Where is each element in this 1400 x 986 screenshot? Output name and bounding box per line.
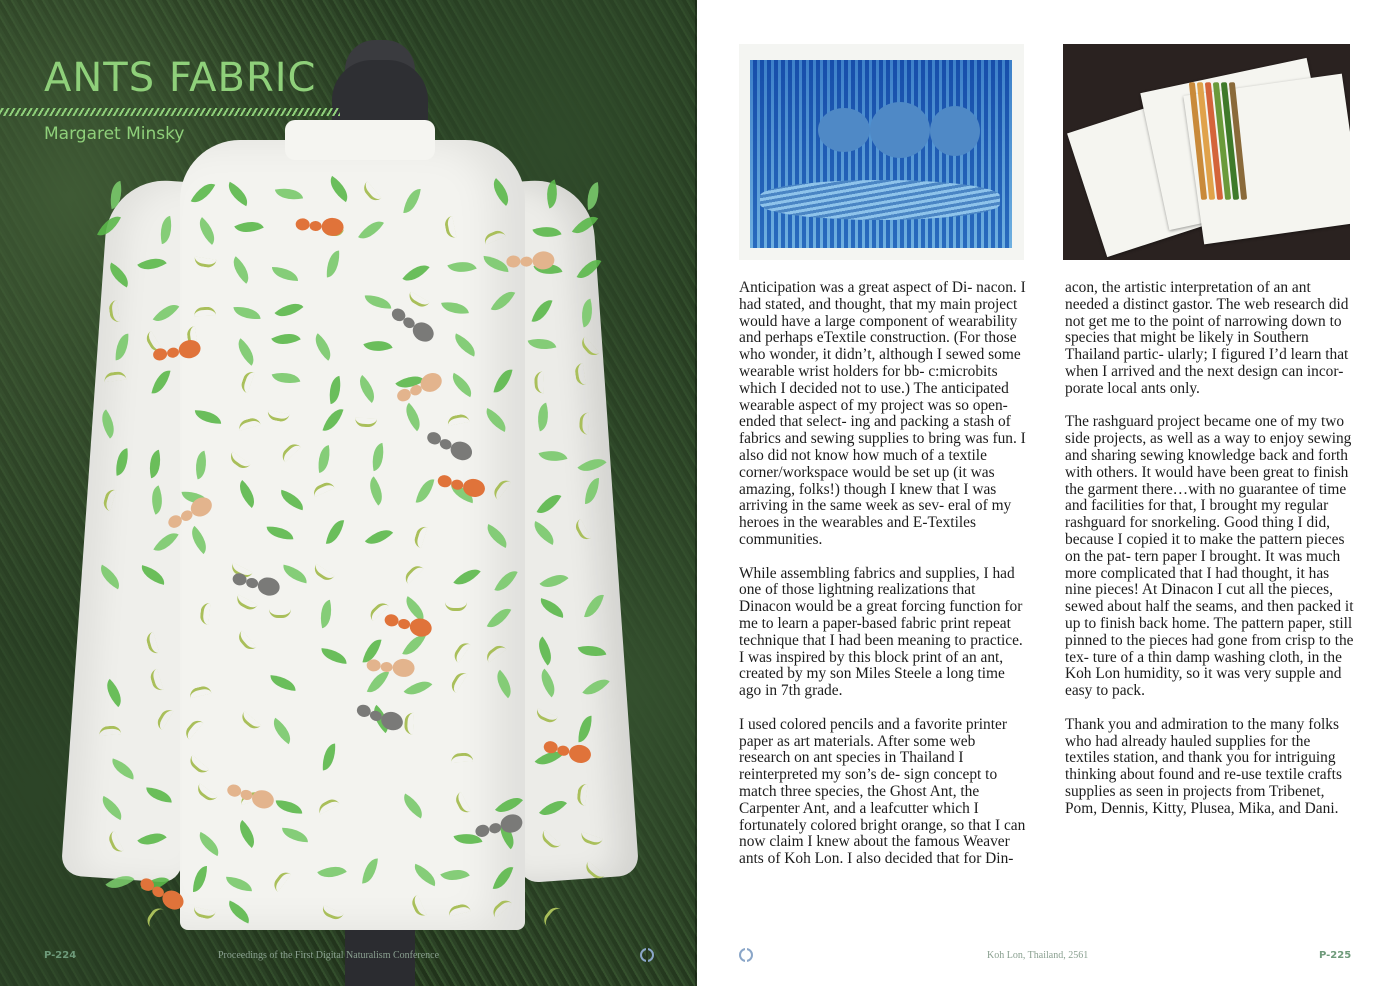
leaf-motif (323, 406, 344, 435)
leaf-motif (153, 299, 180, 328)
leaf-motif (138, 826, 167, 852)
leaf-motif (363, 476, 390, 505)
leaf-motif (104, 263, 134, 288)
leaf-motif (223, 182, 253, 207)
leaf-motif (410, 864, 439, 886)
stroke-motif (360, 181, 381, 204)
body-paragraph: The rashguard project became one of my two side projects, as well as a way to enjoy sewing and sharing sewing knowledge back and forth with others. It would have been great to finish the garment there…with no guarantee of time and facilities for that, I brought my regular rashguard for snorkeling. Good thing I did, because I copied it to make the pattern pieces on the pat- tern paper I brought. It was much more complicated that I had thought, it has nine pieces! At Dinacon I cut all the pieces, sewed about half the seams, and then packed it up to finish back home. The pattern paper, still pinned to the pieces had gone from crisp to the tex- ture of a thin damp washing cloth, in the Koh Lon humidity, so it was very supple and easy to pack. (1065, 413, 1354, 700)
leaf-motif (353, 375, 382, 403)
leaf-motif (537, 490, 562, 520)
leaf-motif (358, 215, 384, 244)
leaf-motif (585, 478, 599, 504)
stroke-motif (279, 441, 301, 463)
stroke-motif (578, 336, 599, 359)
blue-block-print (750, 60, 1012, 248)
leaf-motif (106, 868, 135, 895)
stroke-motif (193, 306, 215, 316)
leaf-motif (272, 368, 301, 388)
body-paragraph: acon, the artistic interpretation of an ant needed a distinct gastor. The web research did not get me to the point of narrowing down to species that might be likely in Southern Thailand partic- ularly; I figured I’d learn that when I arrived and the next design can incor- porate local ants only. (1065, 279, 1349, 397)
stroke-motif (270, 869, 290, 892)
stroke-motif (577, 783, 588, 806)
leaf-motif (534, 669, 562, 698)
text-column-right (1065, 280, 1355, 834)
stroke-motif (227, 451, 250, 471)
leaf-motif (367, 668, 389, 697)
leaf-motif (448, 255, 477, 278)
stroke-motif (579, 413, 589, 435)
leaf-motif (493, 367, 512, 395)
leaf-motif (403, 187, 420, 215)
leaf-motif (275, 799, 301, 814)
print-ant-head (818, 108, 870, 152)
stroke-motif (484, 642, 507, 662)
leaf-motif (226, 876, 252, 890)
stroke-motif (446, 413, 469, 426)
print-ant-thorax (870, 102, 930, 158)
stroke-motif (193, 906, 216, 920)
stroke-motif (239, 370, 255, 394)
stroke-motif (409, 895, 426, 919)
leaf-motif (282, 828, 308, 842)
stroke-motif (447, 902, 471, 916)
leaf-motif (275, 184, 303, 203)
leaf-motif (368, 443, 387, 471)
stroke-motif (182, 718, 203, 741)
leaf-motif (577, 254, 602, 284)
leaf-motif (106, 181, 125, 209)
leaf-motif (195, 410, 221, 424)
leaf-motif (583, 673, 610, 702)
leaf-motif (227, 256, 256, 284)
leaf-motif (538, 446, 567, 467)
body-paragraph: I used colored pencils and a favorite printer paper as art materials. After some web research on ant species in Thailand I reinterpreted my son’s de- sign concept to match three species, the Ghost Ant, the Carpenter Ant, and a leafcutter which I fortunately colored bright orange, so that I can now claim I knew about the famous Weaver ants of Koh Lon. I also decided that for Din- (739, 715, 1026, 868)
stroke-motif (483, 228, 507, 245)
leaf-motif (137, 251, 166, 276)
leaf-motif (109, 759, 138, 780)
leaf-motif (317, 599, 336, 627)
print-leaf-plank (760, 180, 1000, 220)
leaf-motif (97, 211, 121, 241)
body-paragraph: While assembling fabrics and supplies, I had one of those lightning realizations that Dinacon would be a great forcing function for me to learn a paper-based fabric print repeat technique that I had been meaning to practice. I was inspired by this block print of an ant, created by my son Miles Steele a long time ago in 7th grade. (739, 564, 1023, 700)
stroke-motif (154, 706, 173, 729)
leaf-motif (191, 178, 216, 208)
stroke-motif (572, 519, 591, 543)
stroke-motif (406, 291, 430, 310)
leaf-motif (95, 564, 125, 589)
body-paragraph: Anticipation was a great aspect of Di- nacon. I had stated, and thought, that my main project would have a large component of wearability and perhaps eTextile construction. (For those who wonder, it didn’t, although I sewed some wearable wrist holders for bb- c:microbits which I decided not to use.) The anticipated wearable aspect of my project was so open-ended that select- ing and packing a stash of fabrics and sewing supplies to bring was fun. I also did not know how much of a textile corner/workspace would be set up (it was amazing, folks!) though I knew that I was arriving in the same week as sev- eral of my heroes in the wearables and E-Textiles communities. (739, 279, 1026, 548)
stroke-motif (99, 725, 122, 736)
leaf-motif (363, 858, 379, 885)
body-paragraph: Thank you and admiration to the many folks who had already hauled supplies for the textiles station, and thank you for intriguing thinking about found and re-use textile crafts supplies as seen in projects from Tribenet, Pom, Dennis, Kitty, Plusea, Mika, and Dani. (1065, 715, 1342, 817)
leaf-motif (440, 863, 470, 887)
leaf-motif (541, 179, 562, 208)
stroke-motif (311, 480, 335, 497)
leaf-motif (234, 215, 264, 239)
stroke-motif (539, 830, 561, 851)
stroke-motif (355, 417, 377, 427)
leaf-motif (578, 641, 607, 661)
leaf-motif (495, 566, 518, 595)
leaf-motif (309, 333, 338, 361)
stroke-motif (535, 372, 545, 394)
leaf-motif (539, 567, 568, 594)
leaf-motif (277, 490, 306, 511)
leaf-motif (272, 267, 298, 281)
stroke-motif (199, 602, 210, 625)
footer-location: Koh Lon, Thailand, 2561 (987, 950, 1089, 961)
leaf-motif (572, 211, 598, 240)
leaf-motif (577, 452, 606, 479)
ant-fabric-pattern (85, 120, 615, 940)
ant-print-shirt-photo (85, 120, 615, 940)
leaf-motif (482, 408, 512, 432)
leaf-motif (280, 565, 308, 584)
leaf-motif (324, 176, 353, 202)
leaf-motif (416, 477, 435, 505)
leaf-motif (232, 820, 261, 848)
leaf-motif (533, 402, 554, 431)
page-number-left: P-224 (44, 950, 77, 961)
leaf-motif (269, 675, 296, 691)
stroke-motif (451, 640, 471, 663)
stroke-motif (451, 753, 473, 763)
left-page (0, 0, 697, 986)
leaf-motif (365, 523, 393, 551)
stroke-motif (579, 832, 603, 848)
leaf-motif (321, 744, 337, 771)
leaf-motif (95, 409, 122, 438)
page-number-right: P-225 (1319, 950, 1352, 961)
leaf-motif (441, 300, 469, 317)
leaf-motif (364, 294, 390, 309)
stroke-motif (534, 708, 558, 725)
print-ant-gaster (930, 106, 980, 156)
stroke-motif (541, 904, 562, 927)
stroke-motif (188, 685, 211, 699)
stroke-motif (149, 669, 164, 693)
author-name: Margaret Minsky (44, 124, 185, 144)
leaf-motif (403, 674, 432, 702)
leaf-motif (578, 715, 593, 741)
right-page (697, 0, 1400, 986)
stroke-motif (316, 797, 340, 815)
stroke-motif (194, 256, 217, 268)
leaf-motif (100, 678, 128, 706)
leaf-motif (194, 832, 224, 856)
stroke-motif (320, 905, 344, 922)
title-rule (0, 108, 340, 116)
stroke-motif (453, 791, 471, 815)
leaf-motif (231, 338, 260, 365)
stroke-motif (235, 631, 256, 654)
block-print-ant-image (739, 44, 1024, 260)
stroke-motif (491, 477, 511, 500)
leaf-motif (233, 480, 262, 508)
stroke-motif (144, 905, 164, 928)
leaf-motif (538, 598, 567, 618)
stroke-motif (574, 363, 586, 386)
leaf-motif (490, 670, 518, 698)
leaf-motif (399, 402, 427, 430)
leaf-motif (320, 648, 347, 664)
leaf-motif (447, 372, 477, 397)
stroke-motif (104, 371, 127, 383)
stroke-motif (238, 711, 261, 732)
leaf-motif (274, 296, 303, 323)
stroke-motif (445, 602, 467, 611)
leaf-motif (529, 521, 559, 545)
leaf-motif (584, 592, 604, 621)
leaf-motif (114, 449, 131, 477)
leaf-motif (234, 305, 261, 321)
stroke-motif (413, 525, 428, 549)
stroke-motif (583, 861, 606, 882)
leaf-motif (146, 787, 173, 802)
leaf-motif (191, 451, 211, 480)
stroke-motif (402, 563, 424, 585)
conference-logo-icon (739, 948, 753, 962)
leaf-motif (145, 485, 168, 514)
leaf-motif (193, 217, 222, 245)
leaf-motif (157, 215, 176, 243)
leaf-motif (151, 367, 170, 395)
left-footer (0, 948, 697, 968)
leaf-motif (154, 527, 179, 556)
leaf-motif (531, 297, 552, 326)
stroke-motif (267, 410, 290, 423)
stroke-motif (444, 216, 457, 239)
leaf-motif (115, 334, 130, 361)
stroke-motif (101, 488, 116, 512)
leaf-motif (493, 864, 514, 893)
leaf-motif (326, 376, 345, 404)
stroke-motif (269, 609, 291, 618)
right-footer (697, 948, 1400, 968)
stroke-motif (106, 831, 123, 855)
leaf-motif (398, 793, 428, 818)
leaf-motif (325, 251, 341, 278)
leaf-motif (486, 603, 511, 633)
leaf-motif (185, 526, 213, 554)
leaf-motif (482, 524, 512, 548)
leaf-motif (193, 866, 207, 892)
conference-logo-icon (640, 948, 654, 962)
leaf-motif (584, 182, 602, 210)
stroke-motif (234, 595, 258, 613)
stroke-motif (311, 564, 334, 584)
leaf-motif (528, 334, 557, 354)
stroke-motif (195, 783, 218, 803)
stroke-motif (489, 897, 512, 918)
leaf-motif (539, 794, 567, 823)
text-column-left (739, 280, 1029, 885)
colored-pencils-drawings-image (1063, 44, 1350, 260)
leaf-motif (403, 259, 430, 288)
leaf-motif (224, 900, 253, 923)
footer-proceedings: Proceedings of the First Digital Naturalism Conference (218, 950, 440, 961)
leaf-motif (453, 563, 480, 592)
leaf-motif (326, 518, 344, 546)
leaf-motif (531, 636, 558, 665)
leaf-motif (271, 327, 301, 351)
leaf-motif (145, 450, 164, 478)
leaf-motif (267, 718, 296, 744)
stroke-motif (144, 631, 159, 655)
stroke-motif (108, 300, 120, 323)
leaf-motif (138, 565, 167, 585)
leaf-motif (486, 178, 515, 206)
leaf-motif (483, 256, 510, 272)
leaf-motif (533, 221, 562, 243)
leaf-motif (363, 335, 392, 357)
stroke-motif (448, 670, 467, 693)
stroke-motif (187, 755, 210, 776)
leaf-motif (450, 333, 479, 356)
leaf-motif (315, 445, 333, 473)
leaf-motif (97, 796, 127, 820)
leaf-motif (577, 298, 597, 327)
stroke-motif (237, 416, 261, 431)
leaf-motif (491, 287, 516, 317)
leaf-motif (318, 860, 348, 885)
leaf-motif (267, 526, 294, 541)
article-title: ANTS FABRIC (44, 55, 317, 101)
stroke-motif (404, 712, 414, 734)
